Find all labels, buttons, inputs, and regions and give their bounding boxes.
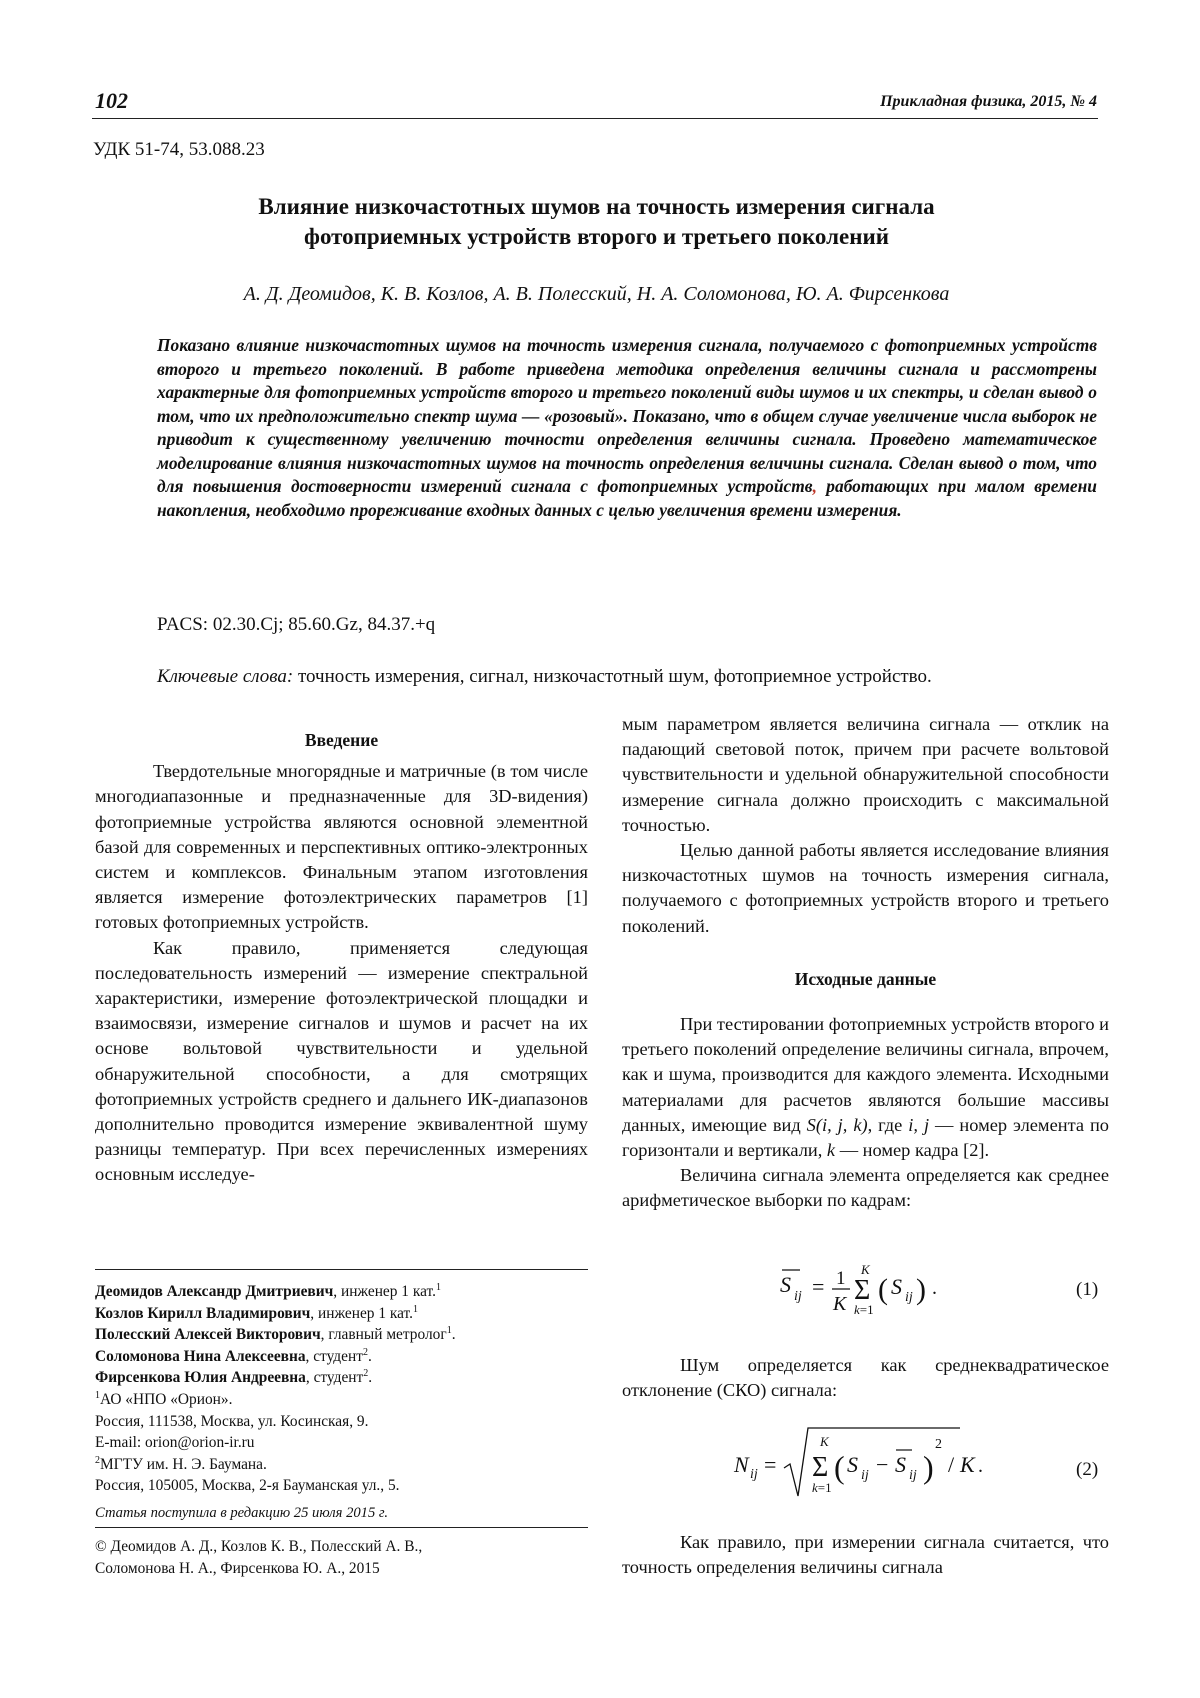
svg-text:/: / — [948, 1452, 955, 1477]
svg-text:ij: ij — [794, 1289, 802, 1304]
svg-text:−: − — [876, 1452, 889, 1477]
svg-text:1: 1 — [836, 1268, 846, 1289]
right-paragraph-5: Шум определяется как среднеквадратическое отклонение (СКО) сигнала: — [622, 1355, 1109, 1401]
svg-text:S: S — [847, 1452, 858, 1477]
svg-text:2: 2 — [935, 1437, 942, 1452]
p3-text-d: — номер кадра [2]. — [835, 1140, 990, 1161]
page-number: 102 — [95, 88, 128, 113]
title-line-2: фотоприемных устройств второго и третьего поколений — [304, 224, 889, 249]
abstract-part-1: Показано влияние низкочастотных шумов на точность измерения сигнала, получаемого с фотоприемных устройств второго и третьего поколений. В работе приведена методика определения величины сигнала и рассмотрены характерные для фотоприемных устройств второго и третьего поколений виды шумов и их спектры, и сделан вывод о том, что их предположительно спектр шума — «розовый». Показано, что в общем случае увеличение числа выборок не приводит к существенному увеличению точности определения величины сигнала. Проведено математическое моделирование влияния низкочастотных шумов на точность определения величины сигнала. Сделан вывод о том, что для повышения достоверности измерений сигнала с фотоприемных устройств — [157, 335, 1097, 496]
udk-code: УДК 51-74, 53.088.23 — [93, 139, 265, 160]
p3-text-c: — номер элемента по горизонтали и вертикали, — [622, 1114, 1109, 1161]
right-paragraph-6: Как правило, при измерении сигнала считается, что точность определения величины сигнала — [622, 1532, 1109, 1578]
svg-text:=: = — [812, 1274, 825, 1299]
intro-paragraph-1: Твердотельные многорядные и матричные (в том числе многодиапазонные и предназначенные для 3D-видения) фотоприемные устройства являются основной элементной базой для современных и перспективных оптико-электронных систем и комплексов. Финальным этапом изготовления является измерение фотоэлектрических параметров [1] готовых фотоприемных устройств. — [95, 761, 588, 933]
address-2: Россия, 105005, Москва, 2-я Бауманская ул., 5. — [95, 1477, 400, 1495]
svg-text:K: K — [861, 1262, 870, 1277]
footnote-author-4: Соломонова Нина Алексеевна, студент$^2$. — [95, 1346, 372, 1365]
section-heading-source-data: Исходные данные — [794, 968, 937, 989]
copyright-rule — [95, 1527, 588, 1528]
svg-text:Σ: Σ — [854, 1275, 871, 1306]
svg-text:S: S — [891, 1274, 902, 1299]
svg-text:): ) — [923, 1449, 934, 1485]
keywords-text: точность измерения, сигнал, низкочастотный шум, фотоприемное устройство. — [293, 666, 932, 687]
svg-text:.: . — [932, 1277, 937, 1299]
affiliation-2: $^2$МГТУ им. Н. Э. Баумана. — [95, 1454, 267, 1473]
footnote-author-2: Козлов Кирилл Владимирович, инженер 1 кат.$^1$ — [95, 1303, 418, 1322]
footnote-author-5: Фирсенкова Юлия Андреевна, студент$^2$. — [95, 1368, 373, 1387]
section-heading-intro: Введение — [304, 730, 379, 750]
svg-text:.: . — [978, 1455, 983, 1477]
svg-text:S: S — [780, 1272, 791, 1297]
footnote-rule — [95, 1269, 588, 1270]
keywords — [157, 666, 932, 688]
right-column — [622, 712, 1109, 1214]
right-paragraph-4: Величина сигнала элемента определяется как среднее арифметическое выборки по кадрам: — [622, 1165, 1109, 1211]
authors: А. Д. Деомидов, К. В. Козлов, А. В. Полесский, Н. А. Соломонова, Ю. А. Фирсенкова — [243, 283, 950, 305]
svg-text:K: K — [833, 1293, 847, 1315]
copyright-line-1: © Деомидов А. Д., Козлов К. В., Полесский А. В., — [95, 1538, 423, 1555]
address-1: Россия, 111538, Москва, ул. Косинская, 9. — [95, 1412, 369, 1430]
svg-text:k=1: k=1 — [812, 1480, 832, 1495]
svg-text:=: = — [764, 1452, 777, 1477]
article-title — [95, 192, 1098, 252]
email: E-mail: orion@orion-ir.ru — [95, 1434, 255, 1452]
affiliation-1: $^1$АО «НПО «Орион». — [95, 1389, 233, 1408]
intro-paragraph-2: Как правило, применяется следующая последовательность измерений — измерение спектральной характеристики, измерение фотоэлектрической площадки и взаимосвязи, измерение сигналов и шумов и расчет на их основе вольтовой чувствительности и удельной обнаружительной способности, а для смотрящих фотоприемных устройств среднего и дальнего ИК-диапазонов дополнительно проводится измерение эквивалентной шуму разницы температур. При всех перечисленных измерениях основным исследуе- — [95, 937, 588, 1185]
equation-2 — [728, 1420, 988, 1510]
p3-text-b: , где — [867, 1114, 909, 1135]
svg-text:ij: ij — [861, 1468, 869, 1483]
footnote-author-1: Деомидов Александр Дмитриевич, инженер 1 кат.$^1$ — [95, 1282, 441, 1300]
copyright — [95, 1536, 595, 1579]
svg-text:K: K — [820, 1434, 829, 1449]
p3-text-a: При тестировании фотоприемных устройств второго и третьего поколений определение величины сигнала, впрочем, как и шума, производится для каждого элемента. Исходными материалами для расчетов являются большие массивы данных, имеющие вид — [622, 1014, 1109, 1135]
pacs-codes: PACS: 02.30.Cj; 85.60.Gz, 84.37.+q — [157, 614, 436, 635]
abstract — [157, 334, 1097, 522]
svg-text:N: N — [734, 1452, 749, 1477]
right-column-continued — [622, 1353, 1109, 1403]
header-rule — [92, 118, 1098, 119]
svg-text:(: ( — [878, 1273, 888, 1306]
journal-title: Прикладная физика, 2015, № 4 — [880, 93, 1097, 110]
right-column-end — [622, 1530, 1109, 1580]
p3-ij: i, j — [908, 1114, 930, 1135]
svg-text:ij: ij — [909, 1468, 917, 1483]
keywords-label: Ключевые слова: — [157, 666, 294, 687]
right-paragraph-1: мым параметром является величина сигнала — отклик на падающий световой поток, причем при расчете вольтовой чувствительности и удельной обнаружительной способности измерение сигнала должно происходить с максимальной точностью. — [622, 714, 1109, 835]
p3-k: k — [826, 1140, 836, 1161]
svg-text:ij: ij — [905, 1290, 913, 1305]
copyright-line-2: Соломонова Н. А., Фирсенкова Ю. А., 2015 — [95, 1559, 380, 1577]
footnote-author-3: Полесский Алексей Викторович, главный метролог$^1$. — [95, 1325, 456, 1344]
abstract-red-comma: , — [812, 476, 817, 496]
right-paragraph-3 — [622, 1012, 1109, 1163]
svg-text:S: S — [895, 1452, 906, 1477]
svg-text:k=1: k=1 — [854, 1302, 874, 1317]
p3-expr: S(i, j, k) — [806, 1114, 868, 1135]
title-line-1: Влияние низкочастотных шумов на точность измерения сигнала — [258, 194, 935, 219]
abstract-part-2: работающих при малом времени накопления, необходимо прореживание входных данных с целью увеличения времени измерения. — [157, 476, 1097, 520]
svg-text:): ) — [916, 1273, 926, 1306]
equation-1-number: (1) — [1076, 1279, 1099, 1300]
svg-text:ij: ij — [750, 1467, 758, 1482]
received-date: Статья поступила в редакцию 25 июля 2015 г. — [95, 1505, 389, 1521]
equation-2-number: (2) — [1076, 1459, 1099, 1480]
left-column — [95, 730, 588, 1188]
right-paragraph-2: Целью данной работы является исследование влияния низкочастотных шумов на точность измерения сигнала, получаемого с фотоприемных устройств второго и третьего поколений. — [622, 840, 1109, 936]
author-footnotes — [95, 1281, 595, 1497]
svg-text:K: K — [960, 1452, 975, 1477]
svg-text:(: ( — [834, 1449, 845, 1485]
equation-1 — [770, 1254, 950, 1334]
svg-text:Σ: Σ — [812, 1452, 829, 1483]
